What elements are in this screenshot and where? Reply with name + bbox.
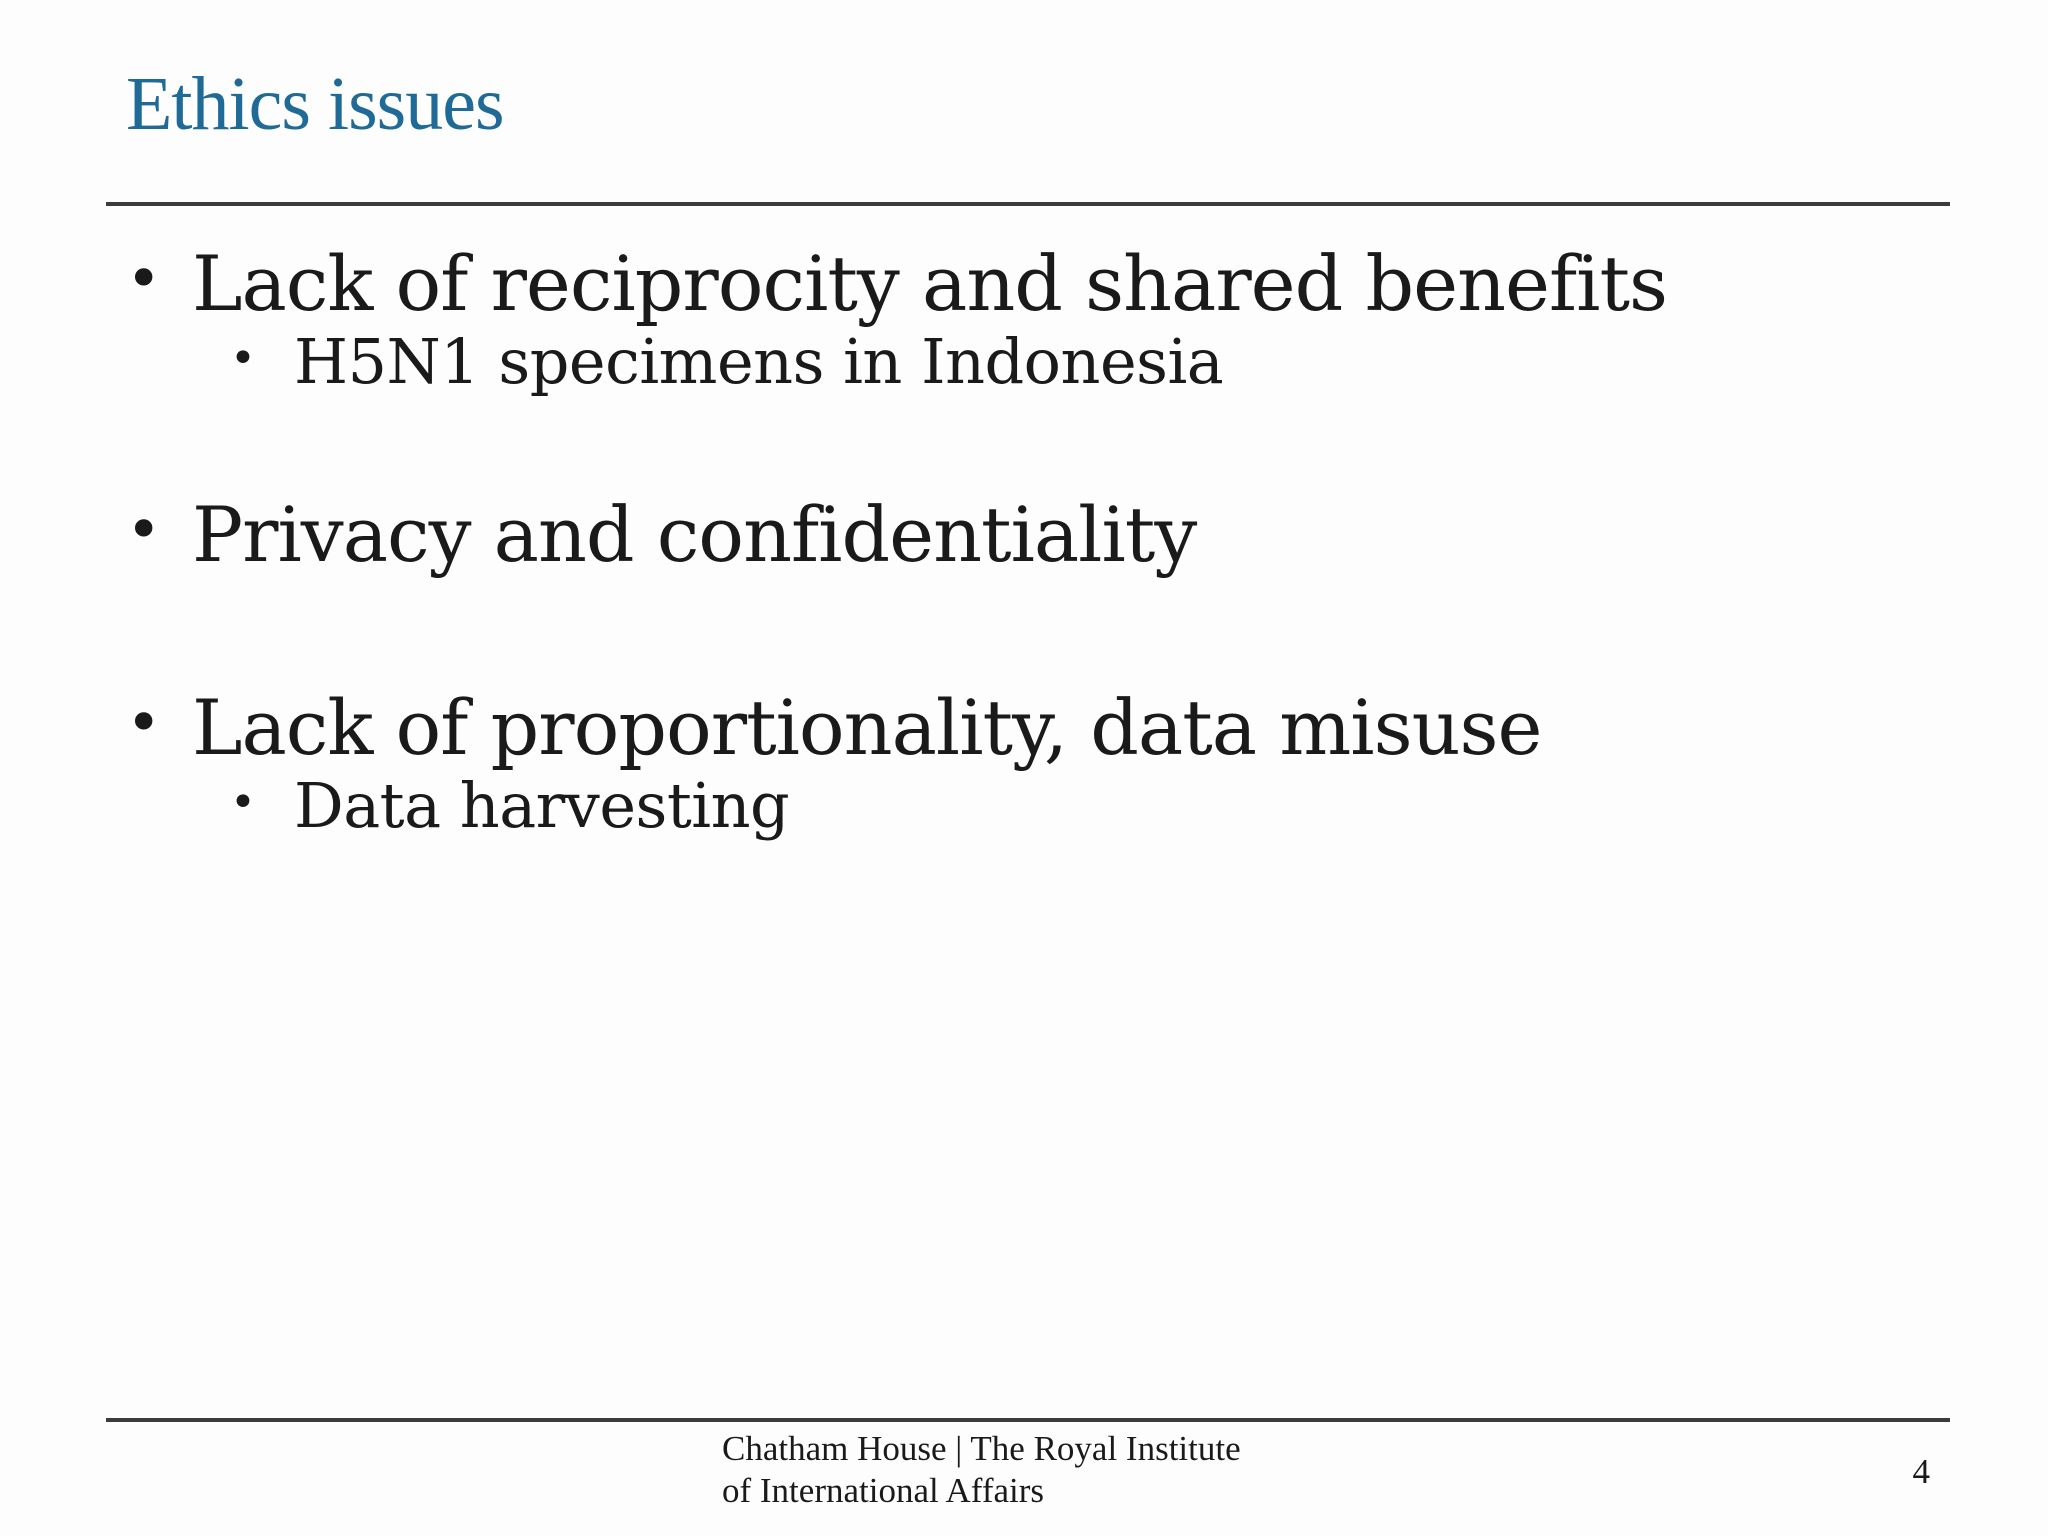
bullet-text: Lack of reciprocity and shared benefits [192, 239, 1667, 328]
page-number: 4 [1912, 1452, 1930, 1491]
top-divider [106, 202, 1950, 206]
footer-line-2: of International Affairs [722, 1471, 1045, 1510]
spacer [126, 576, 1906, 686]
sub-bullet-text: Data harvesting [294, 769, 790, 843]
bullet-item-3 [126, 683, 1906, 773]
bullet-item-2 [126, 489, 1906, 579]
bullet-marker: • [126, 244, 161, 314]
bullet-text: Lack of proportionality, data misuse [192, 683, 1542, 773]
sub-bullet-marker: • [230, 332, 256, 384]
bullet-list [126, 239, 1906, 843]
sub-bullet-text: H5N1 specimens in Indonesia [294, 324, 1224, 398]
bottom-divider [106, 1418, 1950, 1422]
bullet-marker: • [126, 688, 161, 759]
spacer [126, 397, 1906, 493]
sub-bullet-item-3 [126, 770, 1906, 841]
footer-line-1: Chatham House | The Royal Institute [722, 1429, 1241, 1468]
sub-bullet-item-1 [126, 326, 1906, 397]
footer-organization [722, 1428, 1241, 1512]
slide-title: Ethics issues [126, 62, 504, 146]
sub-bullet-marker: • [230, 777, 256, 829]
bullet-item-1 [126, 239, 1906, 328]
bullet-text: Privacy and confidentiality [192, 489, 1197, 579]
bullet-marker: • [126, 494, 161, 565]
